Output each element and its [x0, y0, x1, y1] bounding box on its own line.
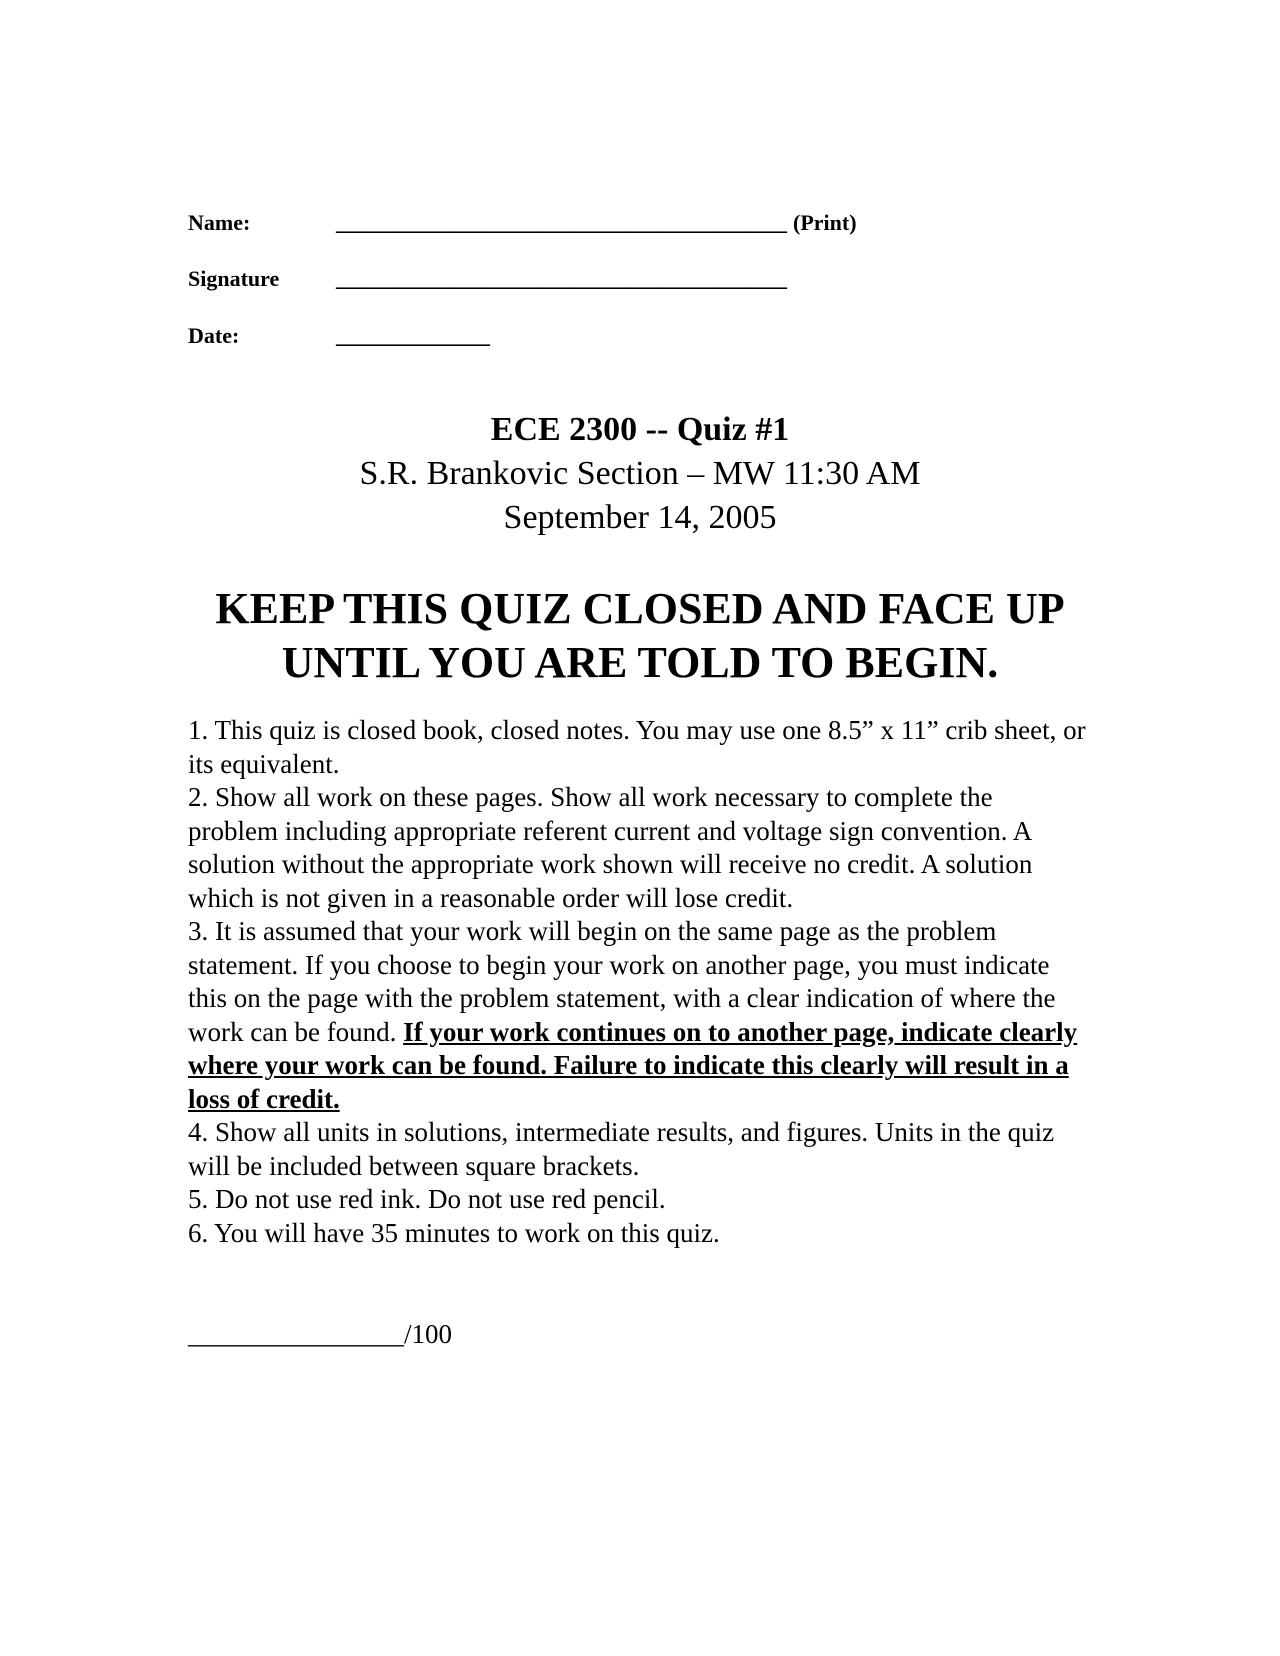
- section-info: S.R. Brankovic Section – MW 11:30 AM: [359, 455, 921, 492]
- name-label: Name:: [188, 210, 251, 235]
- date-label: Date:: [188, 323, 240, 348]
- print-note: (Print): [793, 210, 857, 235]
- closed-quiz-warning: [0, 582, 1280, 690]
- name-blank-line: _________________________________________: [336, 210, 787, 235]
- instruction-item-3: [188, 915, 1088, 1116]
- name-field-row: [188, 210, 857, 236]
- score-blank-line: ________________: [188, 1319, 404, 1349]
- warning-line-2: UNTIL YOU ARE TOLD TO BEGIN.: [281, 638, 999, 687]
- warning-line-1: KEEP THIS QUIZ CLOSED AND FACE UP: [215, 584, 1065, 633]
- date-field-row: [188, 323, 490, 349]
- instruction-item-3-emphasis: If your work continues on to another page, indicate clearly where your work can be found. Failure to indicate this clearly will result in a loss of credit.: [188, 1016, 1078, 1114]
- instructions-list: [188, 714, 1088, 1250]
- score-box: [188, 1318, 452, 1351]
- instruction-item-2: 2. Show all work on these pages. Show all work necessary to complete the problem including appropriate referent current and voltage sign convention. A solution without the appropriate work shown will receive no credit. A solution which is not given in a reasonable order will lose credit.: [188, 782, 1033, 913]
- instruction-item-1: 1. This quiz is closed book, closed notes. You may use one 8.5” x 11” crib sheet, or its equivalent.: [188, 715, 1086, 779]
- signature-field-row: [188, 266, 787, 292]
- course-title: ECE 2300 -- Quiz #1: [490, 411, 790, 448]
- signature-blank-line: _________________________________________: [336, 266, 787, 291]
- signature-label: Signature: [188, 266, 280, 291]
- quiz-date: September 14, 2005: [503, 499, 777, 536]
- date-blank-line: ______________: [336, 323, 490, 348]
- instruction-item-5: 5. Do not use red ink. Do not use red pencil.: [188, 1184, 666, 1214]
- instruction-item-6: 6. You will have 35 minutes to work on this quiz.: [188, 1217, 720, 1248]
- instruction-item-3-text: 3. It is assumed that your work will begin on the same page as the problem statement. If you choose to begin your work on another page, you must indicate this on the page with the problem statement, with a clear indication of where the work can be found.: [188, 916, 1056, 1047]
- instruction-item-4: 4. Show all units in solutions, intermediate results, and figures. Units in the quiz will be included between square brackets.: [188, 1117, 1055, 1181]
- score-total: /100: [404, 1319, 453, 1349]
